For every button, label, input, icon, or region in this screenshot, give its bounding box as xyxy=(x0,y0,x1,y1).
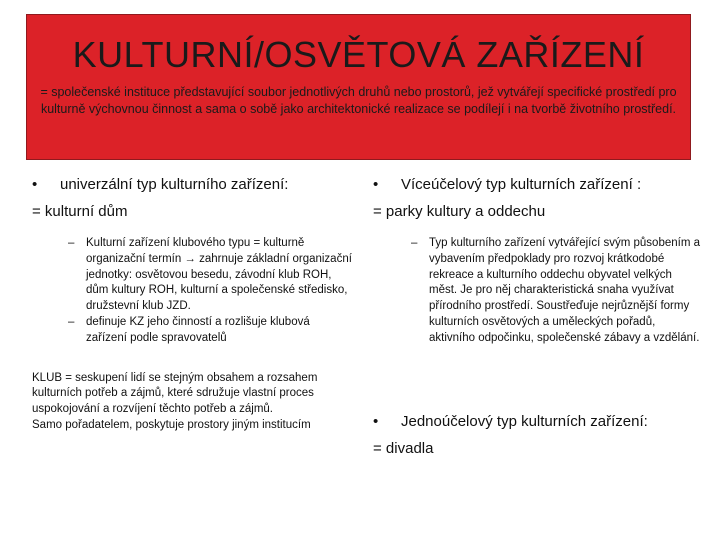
page-title: KULTURNÍ/OSVĚTOVÁ ZAŘÍZENÍ xyxy=(72,34,645,75)
klub-text-2: Samo pořadatelem, poskytuje prostory jiným institucím xyxy=(32,418,311,431)
right-column xyxy=(373,175,703,347)
list-item xyxy=(32,315,352,347)
list-item-text: Kulturní zařízení klubového typu = kulturně organizační termín → zahrnuje základní organizační jednotky: osvětovou besedu, závodní klub ROH, dům kultury ROH, kulturní a společenské středisko, družstevní klub JZD. xyxy=(86,237,352,313)
klub-text: KLUB = seskupení lidí se stejným obsahem a rozsahem kulturních potřeb a zájmů, které sdružuje vlastní proces uspokojování a rozvíjení těchto potřeb a zájmů. xyxy=(32,371,318,416)
dash-icon: – xyxy=(411,237,418,249)
bullet-icon: • xyxy=(32,176,38,193)
bullet-icon: • xyxy=(373,413,379,430)
bullet-icon: • xyxy=(373,176,379,193)
list-item-text: definuje KZ jeho činností a rozlišuje klubová zařízení podle spravovatelů xyxy=(86,315,310,344)
right-sublist xyxy=(373,236,703,347)
right-heading: Víceúčelový typ kulturních zařízení : xyxy=(401,176,642,193)
list-item xyxy=(373,236,703,347)
title-banner xyxy=(26,14,691,160)
right-second-section xyxy=(373,412,703,459)
left-heading: univerzální typ kulturního zařízení: xyxy=(60,176,289,193)
right-heading-2: Jednoúčelový typ kulturních zařízení: xyxy=(401,413,648,430)
left-bullet xyxy=(32,175,352,195)
dash-icon: – xyxy=(68,315,75,328)
dash-icon: – xyxy=(68,237,75,249)
klub-definition xyxy=(32,371,332,434)
left-column xyxy=(32,175,352,434)
left-sublist xyxy=(32,236,352,347)
right-bullet-2 xyxy=(373,412,703,432)
right-heading-2-line2: = divadla xyxy=(373,440,434,457)
right-heading-line2: = parky kultury a oddechu xyxy=(373,203,546,220)
right-bullet xyxy=(373,175,703,195)
list-item xyxy=(32,236,352,315)
definition-text: = společenské instituce představující soubor jednotlivých druhů nebo prostorů, jež vytvářejí specifické prostředí pro kulturně výchovnou činnost a sama o sobě jako architektonické realizace se podílejí i na tvorbě životního prostředí. xyxy=(40,85,677,116)
list-item-text: Typ kulturního zařízení vytvářející svým působením a vybavením předpoklady pro rozvoj krátkodobé rekreace a kulturního oddechu obyvatel velkých měst. Je pro něj charakteristická snaha využívat přírodního prostředí. Soustřeďuje nejrůznější formy kulturních osvětových a uměleckých pořadů, aktivního odpočinku, společenské zábavy a vzdělání. xyxy=(429,237,701,344)
left-heading-line2: = kulturní dům xyxy=(32,203,128,220)
